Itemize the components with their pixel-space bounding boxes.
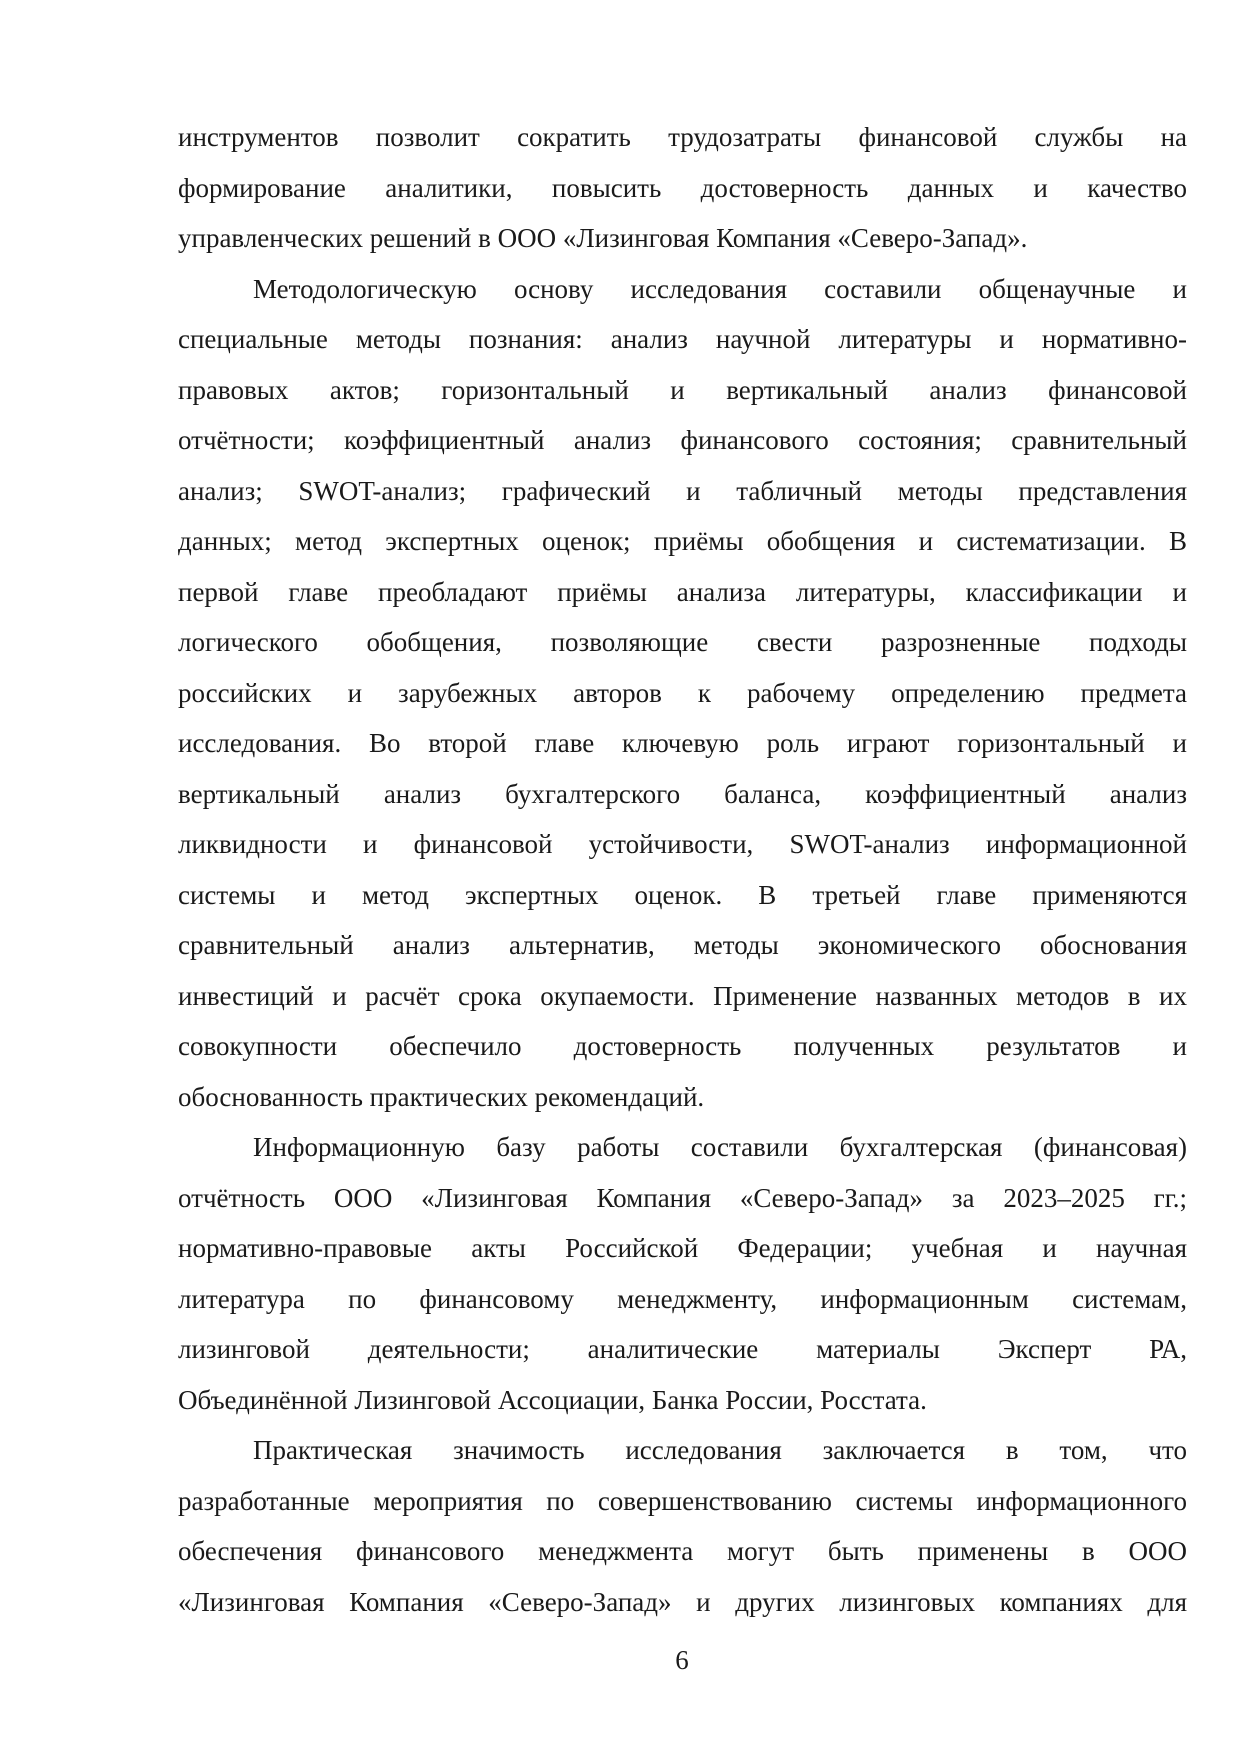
text-line: отчётность ООО «Лизинговая Компания «Северо-Запад» за 2023–2025 гг.; xyxy=(178,1182,1187,1213)
body-text xyxy=(178,112,1187,1627)
text-line: российских и зарубежных авторов к рабочему определению предмета xyxy=(178,677,1187,708)
text-line: логического обобщения, позволяющие свести разрозненные подходы xyxy=(178,627,1187,657)
text-line: первой главе преобладают приёмы анализа литературы, классификации и xyxy=(178,576,1187,607)
text-line: отчётности; коэффициентный анализ финансового состояния; сравнительный xyxy=(178,425,1187,455)
paragraph-information-base xyxy=(178,1122,1187,1425)
text-line: лизинговой деятельности; аналитические материалы Эксперт РА, xyxy=(178,1334,1187,1364)
text-line: данных; метод экспертных оценок; приёмы обобщения и систематизации. В xyxy=(178,526,1187,556)
page-number: 6 xyxy=(675,1645,689,1675)
text-line: правовых актов; горизонтальный и вертикальный анализ финансовой xyxy=(178,374,1187,405)
text-line: совокупности обеспечило достоверность полученных результатов и xyxy=(178,1031,1187,1061)
text-line: «Лизинговая Компания «Северо-Запад» и других лизинговых компаниях для xyxy=(178,1586,1187,1617)
text-line: ликвидности и финансовой устойчивости, SWOT-анализ информационной xyxy=(178,829,1187,859)
text-line: системы и метод экспертных оценок. В третьей главе применяются xyxy=(178,879,1187,910)
text-line: инструментов позволит сократить трудозатраты финансовой службы на xyxy=(178,122,1187,152)
text-line: анализ; SWOT-анализ; графический и табличный методы представления xyxy=(178,475,1187,506)
text-line: вертикальный анализ бухгалтерского баланса, коэффициентный анализ xyxy=(178,778,1187,809)
paragraph-continuation xyxy=(178,112,1187,264)
text-line: исследования. Во второй главе ключевую роль играют горизонтальный и xyxy=(178,728,1187,758)
text-line: инвестиций и расчёт срока окупаемости. Применение названных методов в их xyxy=(178,980,1187,1011)
text-line: нормативно-правовые акты Российской Федерации; учебная и научная xyxy=(178,1233,1187,1263)
text-line: Методологическую основу исследования составили общенаучные и xyxy=(253,273,1187,304)
paragraph-methodology xyxy=(178,264,1187,1123)
text-line: обеспечения финансового менеджмента могут быть применены в ООО xyxy=(178,1536,1187,1566)
text-line: Объединённой Лизинговой Ассоциации, Банка России, Росстата. xyxy=(178,1384,927,1415)
text-line: формирование аналитики, повысить достоверность данных и качество xyxy=(178,172,1187,203)
text-line: специальные методы познания: анализ научной литературы и нормативно- xyxy=(178,324,1187,354)
text-line: разработанные мероприятия по совершенствованию системы информационного xyxy=(178,1485,1187,1516)
text-line: сравнительный анализ альтернатив, методы экономического обоснования xyxy=(178,930,1187,960)
text-line: Практическая значимость исследования заключается в том, что xyxy=(253,1435,1187,1465)
text-line: Информационную базу работы составили бухгалтерская (финансовая) xyxy=(253,1132,1187,1162)
paragraph-practical-significance xyxy=(178,1425,1187,1627)
text-line: литература по финансовому менеджменту, информационным системам, xyxy=(178,1283,1187,1314)
text-line: управленческих решений в ООО «Лизинговая Компания «Северо-Запад». xyxy=(178,223,1028,253)
text-line: обоснованность практических рекомендаций. xyxy=(178,1081,705,1112)
